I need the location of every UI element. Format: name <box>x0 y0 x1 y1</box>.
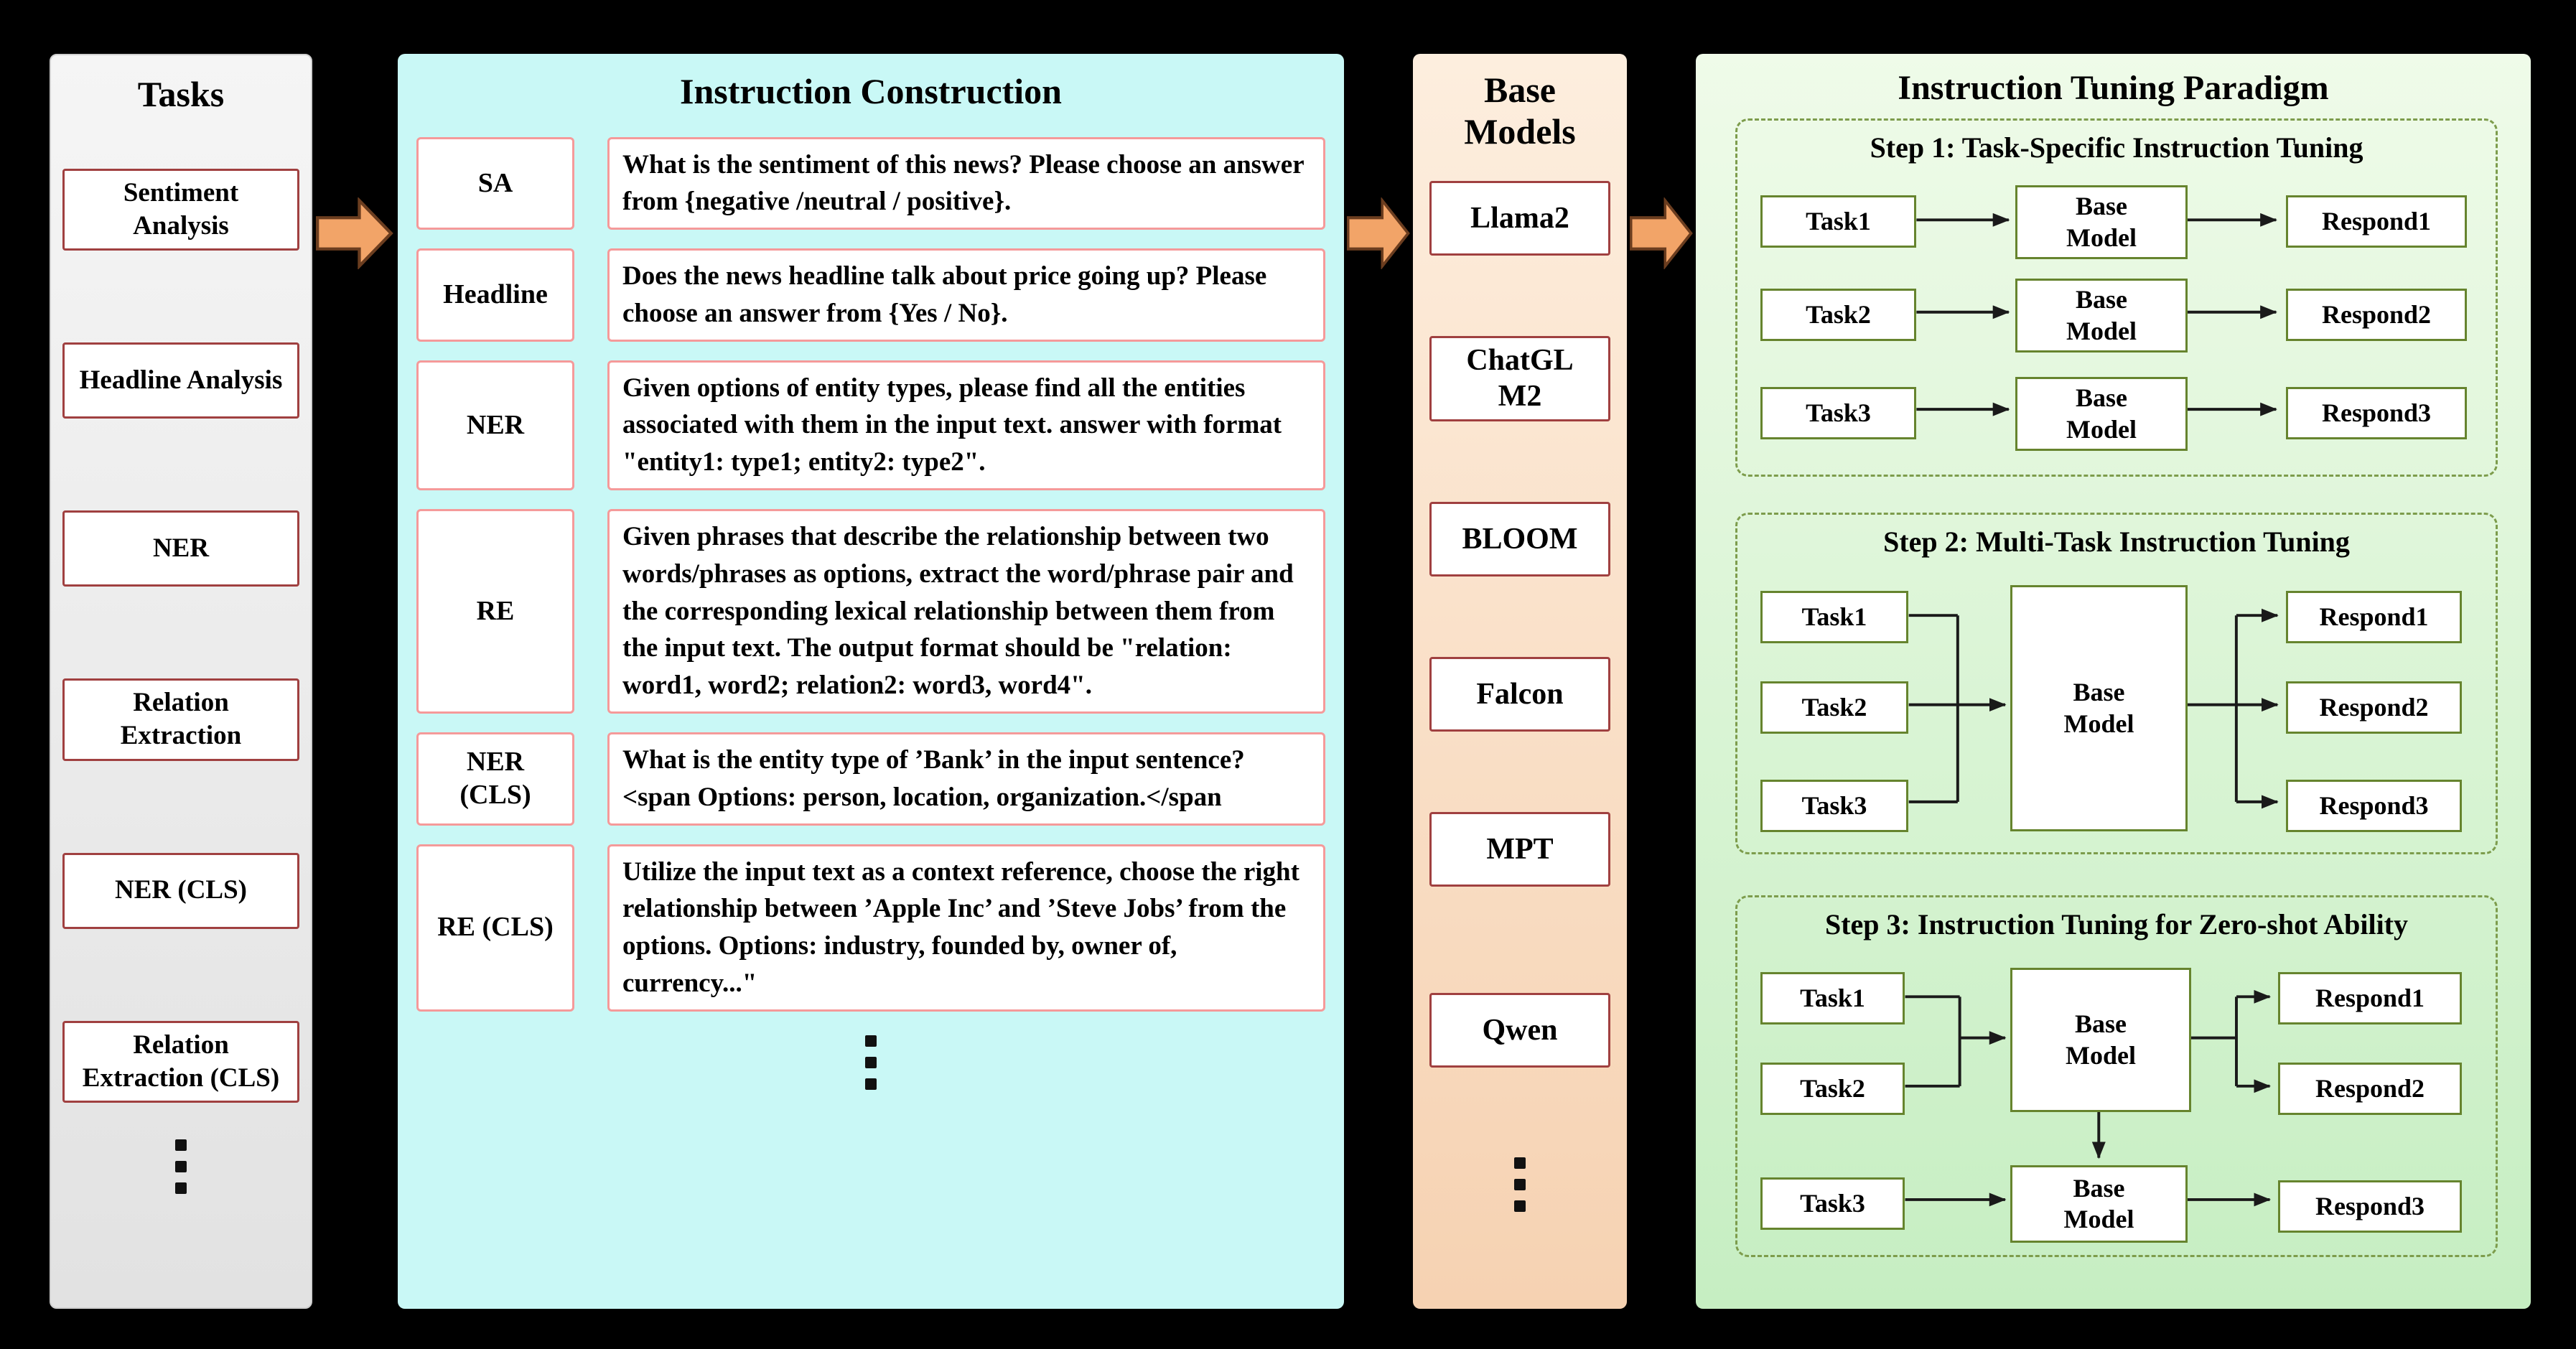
model-falcon: Falcon <box>1429 657 1610 732</box>
instruction-text: Given phrases that describe the relationship between two words/phrases as options, extract the word/phrase pair and the corresponding lexical relationship between them from the input text. The output format should be "relation: word1, word2; relation2: word3, word4". <box>607 509 1325 714</box>
model-label: Base Model <box>2066 1009 2136 1070</box>
base-models-title: Base Models <box>1464 70 1576 151</box>
instruction-label: RE (CLS) <box>416 844 574 1012</box>
task-item-relation-extraction: Relation Extraction <box>62 678 299 761</box>
instruction-ellipsis-icon <box>865 1030 877 1095</box>
step2-model-box <box>2010 585 2188 831</box>
instruction-text: What is the entity type of ’Bank’ in the input sentence?<span Options: person, location, organization.</span <box>607 732 1325 826</box>
step2-respond1-box: Respond1 <box>2286 591 2462 643</box>
model-label: Base Model <box>2063 1173 2134 1233</box>
model-chatglm2: ChatGLM2 <box>1429 336 1610 421</box>
instruction-row-headline <box>416 248 1325 342</box>
step2-title: Step 2: Multi-Task Instruction Tuning <box>1883 526 2350 558</box>
instruction-text: Given options of entity types, please find all the entities associated with them in the input text. answer with format "entity1: type1; entity2: type2". <box>607 360 1325 490</box>
instruction-row-sa <box>416 137 1325 230</box>
task-item-headline-analysis: Headline Analysis <box>62 342 299 419</box>
paradigm-panel <box>1696 54 2531 1309</box>
flow-arrow-icon <box>1347 197 1410 269</box>
model-bloom: BLOOM <box>1429 502 1610 577</box>
step3-task2-box: Task2 <box>1760 1063 1905 1115</box>
flow-arrow-icon <box>1630 197 1693 269</box>
tasks-ellipsis-icon <box>175 1134 187 1199</box>
instruction-label: SA <box>416 137 574 230</box>
tasks-panel <box>50 54 312 1309</box>
instruction-row-re <box>416 509 1325 714</box>
instruction-text: Does the news headline talk about price going up? Please choose an answer from {Yes / No}. <box>607 248 1325 342</box>
step3-respond3-box: Respond3 <box>2278 1180 2462 1233</box>
model-qwen: Qwen <box>1429 993 1610 1068</box>
instruction-label: Headline <box>416 248 574 342</box>
step3-title: Step 3: Instruction Tuning for Zero-shot Ability <box>1824 908 2408 940</box>
step2-task1-box: Task1 <box>1760 591 1908 643</box>
model-label: Base Model <box>2066 192 2137 252</box>
step1-model2-box <box>2015 279 2188 353</box>
base-models-ellipsis-icon <box>1514 1152 1526 1217</box>
step1-model3-box <box>2015 377 2188 451</box>
step1-box <box>1735 118 2498 477</box>
step2-respond2-box: Respond2 <box>2286 681 2462 734</box>
model-label: Base Model <box>2066 285 2137 345</box>
tasks-panel-title: Tasks <box>137 74 225 114</box>
step3-respond1-box: Respond1 <box>2278 972 2462 1024</box>
step1-task2-box: Task2 <box>1760 289 1916 341</box>
paradigm-title: Instruction Tuning Paradigm <box>1898 69 2329 107</box>
step2-task2-box: Task2 <box>1760 681 1908 734</box>
step3-respond2-box: Respond2 <box>2278 1063 2462 1115</box>
instruction-construction-title: Instruction Construction <box>680 71 1062 111</box>
step2-respond3-box: Respond3 <box>2286 780 2462 832</box>
step3-box <box>1735 895 2498 1257</box>
step1-title: Step 1: Task-Specific Instruction Tuning <box>1870 131 2363 164</box>
step3-task1-box: Task1 <box>1760 972 1905 1024</box>
step1-respond2-box: Respond2 <box>2286 289 2467 341</box>
model-label: Base Model <box>2063 678 2134 738</box>
base-models-panel <box>1413 54 1627 1309</box>
instruction-text: Utilize the input text as a context reference, choose the right relationship between ’Apple Inc’ and ’Steve Jobs’ from the options. Options: industry, founded by, owner of, currency..." <box>607 844 1325 1012</box>
step3-model-bottom-box <box>2010 1165 2188 1243</box>
step2-box <box>1735 513 2498 854</box>
task-item-sentiment-analysis: Sentiment Analysis <box>62 169 299 251</box>
task-item-ner-cls: NER (CLS) <box>62 853 299 929</box>
task-item-ner: NER <box>62 510 299 587</box>
step3-model-top-box <box>2010 968 2191 1112</box>
model-mpt: MPT <box>1429 812 1610 887</box>
step1-model1-box <box>2015 185 2188 259</box>
instruction-label: RE <box>416 509 574 714</box>
model-label: Base Model <box>2066 383 2137 444</box>
step1-task3-box: Task3 <box>1760 387 1916 439</box>
instruction-label: NER <box>416 360 574 490</box>
step2-task3-box: Task3 <box>1760 780 1908 832</box>
instruction-text: What is the sentiment of this news? Please choose an answer from {negative /neutral / positive}. <box>607 137 1325 230</box>
instruction-row-ner-cls <box>416 732 1325 826</box>
instruction-row-ner <box>416 360 1325 490</box>
instruction-construction-panel <box>398 54 1344 1309</box>
task-item-relation-extraction-cls: Relation Extraction (CLS) <box>62 1021 299 1103</box>
instruction-label: NER (CLS) <box>416 732 574 826</box>
step1-respond3-box: Respond3 <box>2286 387 2467 439</box>
step1-respond1-box: Respond1 <box>2286 195 2467 248</box>
step1-task1-box: Task1 <box>1760 195 1916 248</box>
flow-arrow-icon <box>316 197 393 269</box>
model-llama2: Llama2 <box>1429 181 1610 256</box>
instruction-row-re-cls <box>416 844 1325 1012</box>
step3-task3-box: Task3 <box>1760 1177 1905 1230</box>
